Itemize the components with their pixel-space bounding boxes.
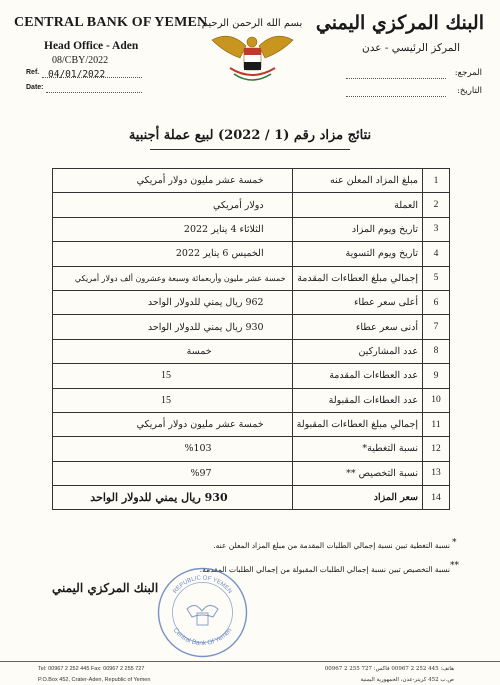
row-label: تاريخ ويوم التسوية xyxy=(292,242,422,266)
row-label: نسبة التخصيص ** xyxy=(292,461,422,485)
signature-bank-name: البنك المركزي اليمني xyxy=(52,581,159,595)
note-coverage: نسبة التغطية تبين نسبة إجمالي الطلبات المقدمة من مبلغ المزاد المعلن عنه. xyxy=(213,541,450,550)
row-label: تاريخ ويوم المزاد xyxy=(292,217,422,241)
date-label-ar: التاريخ: xyxy=(457,86,482,96)
row-label: عدد العطاءات المقبولة xyxy=(292,388,422,412)
row-number: 7 xyxy=(423,315,450,339)
ref-label: Ref. xyxy=(26,69,40,76)
table-row xyxy=(53,486,450,510)
row-value: دولار أمريكي xyxy=(53,193,293,217)
yemen-eagle-emblem-icon xyxy=(200,12,305,88)
ref-number: 08/CBY/2022 xyxy=(52,55,109,66)
table-row xyxy=(53,412,450,436)
row-label: أعلى سعر عطاء xyxy=(292,290,422,314)
row-label: سعر المزاد xyxy=(292,486,422,510)
footer-en-phone: Tel: 00967 2 252 445 Fax: 00967 2 255 727 xyxy=(38,666,145,672)
row-number: 5 xyxy=(423,266,450,290)
row-label: العملة xyxy=(292,193,422,217)
table-row xyxy=(53,388,450,412)
header-ar-office: المركز الرئيسي - عدن xyxy=(362,42,460,54)
header-ar-title: البنك المركزي اليمني xyxy=(315,12,484,34)
row-number: 2 xyxy=(423,193,450,217)
table-row xyxy=(53,339,450,363)
header-en-title: CENTRAL BANK OF YEMEN xyxy=(14,15,208,30)
footer-ar-phone: هاتف: 445 252 2 00967 فاكس: 727 255 2 00967 xyxy=(324,666,454,672)
row-value: خمسة عشر مليون دولار أمريكي xyxy=(53,169,293,193)
row-number: 3 xyxy=(423,217,450,241)
svg-text:REPUBLIC OF YEMEN xyxy=(172,575,232,594)
row-label: إجمالي مبلغ العطاءات المقبولة xyxy=(292,412,422,436)
row-number: 4 xyxy=(423,242,450,266)
bank-seal-stamp-icon xyxy=(155,565,250,660)
basmala-text: بسم الله الرحمن الرحيم xyxy=(201,18,303,29)
date-line-ar xyxy=(346,96,446,97)
row-value: 930 ريال يمني للدولار الواحد xyxy=(53,486,293,510)
table-row xyxy=(53,461,450,485)
row-value: %103 xyxy=(53,437,293,461)
date-handwritten: 04/01/2022 xyxy=(48,69,106,80)
table-row xyxy=(53,242,450,266)
row-value: 962 ريال يمني للدولار الواحد xyxy=(53,290,293,314)
footer-rule xyxy=(0,661,500,662)
row-value: خمسة xyxy=(53,339,293,363)
seal-bottom-text: Central Bank Of Yemen xyxy=(171,626,234,648)
row-value: خمسة عشر مليون وأربعمائة وسبعة وعشرون ألف دولار أمريكي xyxy=(53,266,293,290)
svg-text:Central Bank Of Yemen xyxy=(172,627,234,647)
row-value: 15 xyxy=(53,388,293,412)
row-label: أدنى سعر عطاء xyxy=(292,315,422,339)
note-allocation: نسبة التخصيص تبين نسبة إجمالي الطلبات المقبولة من إجمالي الطلبات المقدمة. xyxy=(199,565,450,574)
row-number: 1 xyxy=(423,169,450,193)
row-number: 9 xyxy=(423,364,450,388)
date-label: Date: xyxy=(26,84,44,91)
table-row xyxy=(53,193,450,217)
footer-en-address: P.O.Box 452, Crater-Aden, Republic of Yemen xyxy=(38,677,151,683)
row-number: 8 xyxy=(423,339,450,363)
date-line xyxy=(46,92,142,93)
table-row xyxy=(53,169,450,193)
row-number: 11 xyxy=(423,412,450,436)
row-value: خمسة عشر مليون دولار أمريكي xyxy=(53,412,293,436)
row-number: 12 xyxy=(423,437,450,461)
header-en-office: Head Office - Aden xyxy=(44,40,139,52)
footer-ar-address: ص.ب 452 كريتر-عدن، الجمهورية اليمنية xyxy=(360,677,454,683)
table-row xyxy=(53,217,450,241)
row-number: 6 xyxy=(423,290,450,314)
note-star-1: * xyxy=(452,538,457,548)
table-row xyxy=(53,315,450,339)
document-title: نتائج مزاد رقم (1 / 2022) لبيع عملة أجنبية xyxy=(128,128,372,143)
table-row xyxy=(53,266,450,290)
table-row xyxy=(53,364,450,388)
seal-top-text: REPUBLIC OF YEMEN xyxy=(172,575,233,595)
row-label: عدد المشاركين xyxy=(292,339,422,363)
row-number: 10 xyxy=(423,388,450,412)
note-star-2: ** xyxy=(450,561,459,571)
row-value: 15 xyxy=(53,364,293,388)
row-number: 13 xyxy=(423,461,450,485)
table-row xyxy=(53,437,450,461)
row-value: الثلاثاء 4 يناير 2022 xyxy=(53,217,293,241)
ref-line-ar xyxy=(346,78,446,79)
row-value: 930 ريال يمني للدولار الواحد xyxy=(53,315,293,339)
row-value: %97 xyxy=(53,461,293,485)
title-underline xyxy=(150,149,350,150)
table-row xyxy=(53,290,450,314)
ref-label-ar: المرجع: xyxy=(454,68,482,78)
row-label: مبلغ المزاد المعلن عنه xyxy=(292,169,422,193)
row-label: إجمالي مبلغ العطاءات المقدمة xyxy=(292,266,422,290)
row-label: عدد العطاءات المقدمة xyxy=(292,364,422,388)
row-label: نسبة التغطية* xyxy=(292,437,422,461)
row-number: 14 xyxy=(423,486,450,510)
auction-results-table xyxy=(52,168,450,510)
row-value: الخميس 6 يناير 2022 xyxy=(53,242,293,266)
